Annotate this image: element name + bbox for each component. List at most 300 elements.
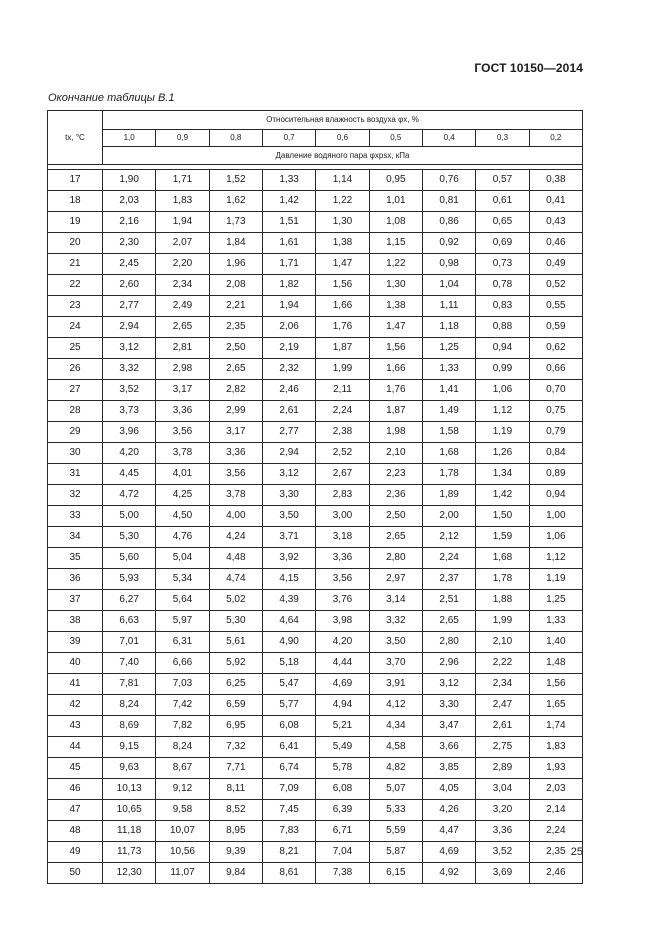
pressure-cell: 2,52	[316, 443, 369, 464]
pressure-cell: 6,41	[262, 737, 315, 758]
pressure-cell: 10,56	[156, 842, 209, 863]
pressure-cell: 1,56	[529, 674, 582, 695]
pressure-cell: 8,67	[156, 758, 209, 779]
pressure-cell: 1,66	[316, 296, 369, 317]
pressure-cell: 0,95	[369, 170, 422, 191]
pressure-cell: 4,15	[262, 569, 315, 590]
pressure-cell: 2,80	[422, 632, 475, 653]
pressure-cell: 3,70	[369, 653, 422, 674]
pressure-cell: 2,08	[209, 275, 262, 296]
humidity-header: Относительная влажность воздуха φх, %	[103, 111, 583, 130]
pressure-cell: 1,40	[529, 632, 582, 653]
pressure-cell: 7,09	[262, 779, 315, 800]
pressure-cell: 3,56	[209, 464, 262, 485]
pressure-cell: 3,71	[262, 527, 315, 548]
temperature-cell: 35	[48, 548, 103, 569]
pressure-cell: 1,04	[422, 275, 475, 296]
temperature-cell: 43	[48, 716, 103, 737]
pressure-cell: 5,77	[262, 695, 315, 716]
table-row	[48, 779, 583, 800]
pressure-cell: 1,42	[476, 485, 529, 506]
pressure-cell: 3,78	[209, 485, 262, 506]
pressure-cell: 2,03	[103, 191, 156, 212]
pressure-cell: 1,06	[529, 527, 582, 548]
pressure-cell: 0,66	[529, 359, 582, 380]
temperature-cell: 46	[48, 779, 103, 800]
pressure-cell: 7,04	[316, 842, 369, 863]
humidity-value-cell: 0,7	[262, 130, 315, 147]
pressure-cell: 7,81	[103, 674, 156, 695]
pressure-cell: 4,12	[369, 695, 422, 716]
pressure-cell: 0,65	[476, 212, 529, 233]
pressure-cell: 3,47	[422, 716, 475, 737]
temperature-cell: 40	[48, 653, 103, 674]
table-row	[48, 443, 583, 464]
table-row	[48, 737, 583, 758]
pressure-cell: 0,70	[529, 380, 582, 401]
pressure-cell: 1,83	[529, 737, 582, 758]
pressure-cell: 6,71	[316, 821, 369, 842]
table-row	[48, 485, 583, 506]
pressure-cell: 1,94	[156, 212, 209, 233]
pressure-cell: 0,92	[422, 233, 475, 254]
pressure-cell: 0,78	[476, 275, 529, 296]
pressure-cell: 1,51	[262, 212, 315, 233]
pressure-cell: 0,41	[529, 191, 582, 212]
temperature-cell: 48	[48, 821, 103, 842]
pressure-cell: 4,26	[422, 800, 475, 821]
pressure-cell: 1,90	[103, 170, 156, 191]
pressure-cell: 2,97	[369, 569, 422, 590]
pressure-cell: 1,68	[422, 443, 475, 464]
pressure-cell: 3,96	[103, 422, 156, 443]
pressure-cell: 1,84	[209, 233, 262, 254]
pressure-cell: 4,25	[156, 485, 209, 506]
pressure-cell: 5,00	[103, 506, 156, 527]
table-row	[48, 695, 583, 716]
pressure-cell: 3,18	[316, 527, 369, 548]
table-row	[48, 548, 583, 569]
pressure-cell: 0,62	[529, 338, 582, 359]
pressure-cell: 2,94	[103, 317, 156, 338]
pressure-cell: 0,38	[529, 170, 582, 191]
pressure-cell: 10,07	[156, 821, 209, 842]
pressure-cell: 8,21	[262, 842, 315, 863]
pressure-cell: 2,12	[422, 527, 475, 548]
pressure-cell: 2,65	[156, 317, 209, 338]
pressure-cell: 1,87	[369, 401, 422, 422]
pressure-cell: 1,25	[422, 338, 475, 359]
pressure-cell: 2,34	[156, 275, 209, 296]
pressure-cell: 2,06	[262, 317, 315, 338]
pressure-cell: 7,45	[262, 800, 315, 821]
table-body	[48, 170, 583, 884]
pressure-cell: 3,12	[422, 674, 475, 695]
pressure-cell: 5,04	[156, 548, 209, 569]
pressure-cell: 3,69	[476, 863, 529, 884]
temperature-column-header: tх, °С	[48, 111, 103, 165]
temperature-cell: 41	[48, 674, 103, 695]
pressure-cell: 0,89	[529, 464, 582, 485]
pressure-cell: 7,83	[262, 821, 315, 842]
table-row	[48, 674, 583, 695]
temperature-cell: 21	[48, 254, 103, 275]
pressure-cell: 0,59	[529, 317, 582, 338]
table-row	[48, 401, 583, 422]
temperature-cell: 42	[48, 695, 103, 716]
pressure-cell: 4,20	[316, 632, 369, 653]
pressure-cell: 6,66	[156, 653, 209, 674]
temperature-cell: 22	[48, 275, 103, 296]
pressure-cell: 1,56	[316, 275, 369, 296]
pressure-cell: 7,82	[156, 716, 209, 737]
pressure-cell: 3,92	[262, 548, 315, 569]
pressure-cell: 1,56	[369, 338, 422, 359]
pressure-cell: 8,61	[262, 863, 315, 884]
temperature-cell: 28	[48, 401, 103, 422]
pressure-cell: 1,22	[316, 191, 369, 212]
pressure-cell: 2,61	[262, 401, 315, 422]
temperature-cell: 49	[48, 842, 103, 863]
pressure-cell: 1,33	[529, 611, 582, 632]
pressure-cell: 4,72	[103, 485, 156, 506]
pressure-cell: 1,19	[476, 422, 529, 443]
pressure-cell: 4,24	[209, 527, 262, 548]
pressure-cell: 11,73	[103, 842, 156, 863]
pressure-cell: 1,89	[422, 485, 475, 506]
pressure-cell: 3,32	[369, 611, 422, 632]
pressure-cell: 0,99	[476, 359, 529, 380]
pressure-cell: 3,00	[316, 506, 369, 527]
pressure-cell: 6,25	[209, 674, 262, 695]
pressure-cell: 2,00	[422, 506, 475, 527]
pressure-cell: 3,30	[262, 485, 315, 506]
pressure-cell: 3,36	[476, 821, 529, 842]
pressure-cell: 1,58	[422, 422, 475, 443]
table-row	[48, 359, 583, 380]
table-row	[48, 716, 583, 737]
pressure-cell: 1,34	[476, 464, 529, 485]
pressure-cell: 6,08	[316, 779, 369, 800]
pressure-cell: 0,73	[476, 254, 529, 275]
pressure-cell: 2,16	[103, 212, 156, 233]
pressure-cell: 6,63	[103, 611, 156, 632]
pressure-cell: 1,12	[529, 548, 582, 569]
pressure-cell: 4,58	[369, 737, 422, 758]
pressure-cell: 2,35	[529, 842, 582, 863]
pressure-cell: 2,77	[103, 296, 156, 317]
pressure-cell: 10,65	[103, 800, 156, 821]
pressure-cell: 3,36	[316, 548, 369, 569]
pressure-cell: 1,42	[262, 191, 315, 212]
pressure-cell: 8,11	[209, 779, 262, 800]
table-row	[48, 758, 583, 779]
temperature-cell: 39	[48, 632, 103, 653]
pressure-cell: 4,20	[103, 443, 156, 464]
pressure-cell: 1,25	[529, 590, 582, 611]
pressure-cell: 11,18	[103, 821, 156, 842]
pressure-cell: 1,33	[422, 359, 475, 380]
table-row	[48, 422, 583, 443]
pressure-cell: 0,57	[476, 170, 529, 191]
pressure-cell: 2,24	[316, 401, 369, 422]
pressure-cell: 3,20	[476, 800, 529, 821]
temperature-cell: 25	[48, 338, 103, 359]
pressure-cell: 3,30	[422, 695, 475, 716]
table-row	[48, 800, 583, 821]
table-row	[48, 632, 583, 653]
pressure-cell: 2,21	[209, 296, 262, 317]
humidity-value-cell: 0,3	[476, 130, 529, 147]
pressure-cell: 7,32	[209, 737, 262, 758]
pressure-cell: 1,12	[476, 401, 529, 422]
pressure-cell: 1,59	[476, 527, 529, 548]
pressure-cell: 2,98	[156, 359, 209, 380]
pressure-cell: 2,50	[369, 506, 422, 527]
pressure-cell: 0,94	[529, 485, 582, 506]
pressure-cell: 1,48	[529, 653, 582, 674]
pressure-cell: 0,84	[529, 443, 582, 464]
pressure-cell: 8,95	[209, 821, 262, 842]
pressure-cell: 0,61	[476, 191, 529, 212]
pressure-cell: 1,66	[369, 359, 422, 380]
table-row	[48, 590, 583, 611]
pressure-cell: 8,52	[209, 800, 262, 821]
pressure-cell: 4,94	[316, 695, 369, 716]
document-code: ГОСТ 10150—2014	[474, 61, 583, 75]
pressure-cell: 4,48	[209, 548, 262, 569]
pressure-cell: 0,69	[476, 233, 529, 254]
pressure-cell: 5,92	[209, 653, 262, 674]
pressure-cell: 3,85	[422, 758, 475, 779]
table-row	[48, 212, 583, 233]
pressure-cell: 2,32	[262, 359, 315, 380]
pressure-cell: 6,59	[209, 695, 262, 716]
pressure-cell: 1,62	[209, 191, 262, 212]
pressure-cell: 3,56	[316, 569, 369, 590]
pressure-cell: 1,98	[369, 422, 422, 443]
pressure-cell: 4,69	[316, 674, 369, 695]
pressure-cell: 3,91	[369, 674, 422, 695]
table-row	[48, 254, 583, 275]
pressure-cell: 2,94	[262, 443, 315, 464]
pressure-cell: 5,18	[262, 653, 315, 674]
table-row	[48, 380, 583, 401]
pressure-cell: 1,14	[316, 170, 369, 191]
table-header-row	[48, 111, 583, 130]
pressure-cell: 1,18	[422, 317, 475, 338]
pressure-cell: 9,15	[103, 737, 156, 758]
pressure-cell: 1,74	[529, 716, 582, 737]
temperature-cell: 32	[48, 485, 103, 506]
pressure-cell: 6,95	[209, 716, 262, 737]
pressure-cell: 6,27	[103, 590, 156, 611]
pressure-cell: 3,12	[103, 338, 156, 359]
pressure-cell: 2,36	[369, 485, 422, 506]
pressure-cell: 4,76	[156, 527, 209, 548]
pressure-cell: 2,65	[422, 611, 475, 632]
pressure-cell: 2,37	[422, 569, 475, 590]
table-row	[48, 191, 583, 212]
table-row	[48, 863, 583, 884]
pressure-cell: 1,11	[422, 296, 475, 317]
pressure-cell: 0,86	[422, 212, 475, 233]
table-row	[48, 506, 583, 527]
pressure-cell: 8,24	[103, 695, 156, 716]
pressure-cell: 1,73	[209, 212, 262, 233]
temperature-cell: 17	[48, 170, 103, 191]
pressure-cell: 4,44	[316, 653, 369, 674]
pressure-cell: 2,80	[369, 548, 422, 569]
pressure-cell: 1,30	[369, 275, 422, 296]
pressure-cell: 2,19	[262, 338, 315, 359]
pressure-cell: 3,14	[369, 590, 422, 611]
humidity-values-row	[48, 130, 583, 147]
pressure-cell: 2,47	[476, 695, 529, 716]
pressure-cell: 2,07	[156, 233, 209, 254]
pressure-cell: 1,82	[262, 275, 315, 296]
pressure-cell: 4,69	[422, 842, 475, 863]
pressure-cell: 7,71	[209, 758, 262, 779]
pressure-cell: 4,39	[262, 590, 315, 611]
pressure-cell: 1,00	[529, 506, 582, 527]
pressure-cell: 4,45	[103, 464, 156, 485]
pressure-cell: 9,39	[209, 842, 262, 863]
pressure-cell: 2,45	[103, 254, 156, 275]
pressure-cell: 0,52	[529, 275, 582, 296]
temperature-cell: 27	[48, 380, 103, 401]
table-caption: Окончание таблицы В.1	[48, 92, 175, 104]
pressure-cell: 2,46	[529, 863, 582, 884]
pressure-cell: 1,61	[262, 233, 315, 254]
pressure-cell: 4,90	[262, 632, 315, 653]
pressure-cell: 0,43	[529, 212, 582, 233]
temperature-cell: 26	[48, 359, 103, 380]
pressure-cell: 2,20	[156, 254, 209, 275]
pressure-cell: 2,67	[316, 464, 369, 485]
table-row	[48, 569, 583, 590]
pressure-cell: 2,24	[422, 548, 475, 569]
humidity-value-cell: 0,9	[156, 130, 209, 147]
table-row	[48, 821, 583, 842]
pressure-cell: 2,24	[529, 821, 582, 842]
pressure-cell: 7,40	[103, 653, 156, 674]
pressure-cell: 1,99	[476, 611, 529, 632]
pressure-cell: 0,83	[476, 296, 529, 317]
pressure-cell: 1,93	[529, 758, 582, 779]
pressure-cell: 1,33	[262, 170, 315, 191]
pressure-cell: 2,03	[529, 779, 582, 800]
pressure-cell: 5,78	[316, 758, 369, 779]
pressure-cell: 7,01	[103, 632, 156, 653]
humidity-value-cell: 0,5	[369, 130, 422, 147]
pressure-cell: 1,87	[316, 338, 369, 359]
pressure-cell: 0,55	[529, 296, 582, 317]
pressure-cell: 3,04	[476, 779, 529, 800]
pressure-cell: 8,69	[103, 716, 156, 737]
pressure-cell: 2,10	[369, 443, 422, 464]
humidity-pressure-table	[47, 110, 583, 884]
pressure-cell: 4,50	[156, 506, 209, 527]
pressure-cell: 5,02	[209, 590, 262, 611]
pressure-cell: 2,50	[209, 338, 262, 359]
pressure-cell: 2,99	[209, 401, 262, 422]
pressure-cell: 2,96	[422, 653, 475, 674]
pressure-cell: 3,56	[156, 422, 209, 443]
temperature-cell: 37	[48, 590, 103, 611]
pressure-cell: 2,51	[422, 590, 475, 611]
pressure-cell: 7,03	[156, 674, 209, 695]
temperature-cell: 29	[48, 422, 103, 443]
pressure-header-row	[48, 147, 583, 165]
pressure-cell: 9,12	[156, 779, 209, 800]
pressure-cell: 3,17	[209, 422, 262, 443]
pressure-cell: 1,68	[476, 548, 529, 569]
pressure-cell: 2,60	[103, 275, 156, 296]
pressure-cell: 5,97	[156, 611, 209, 632]
pressure-cell: 1,15	[369, 233, 422, 254]
pressure-cell: 0,49	[529, 254, 582, 275]
pressure-cell: 3,52	[476, 842, 529, 863]
pressure-cell: 1,78	[422, 464, 475, 485]
temperature-cell: 45	[48, 758, 103, 779]
pressure-cell: 1,71	[262, 254, 315, 275]
temperature-cell: 36	[48, 569, 103, 590]
table-row	[48, 338, 583, 359]
pressure-cell: 5,47	[262, 674, 315, 695]
pressure-cell: 0,98	[422, 254, 475, 275]
temperature-cell: 50	[48, 863, 103, 884]
pressure-cell: 5,59	[369, 821, 422, 842]
pressure-cell: 2,49	[156, 296, 209, 317]
table-row	[48, 464, 583, 485]
pressure-cell: 5,61	[209, 632, 262, 653]
temperature-cell: 34	[48, 527, 103, 548]
pressure-cell: 1,26	[476, 443, 529, 464]
pressure-cell: 3,66	[422, 737, 475, 758]
pressure-cell: 1,52	[209, 170, 262, 191]
pressure-cell: 1,76	[369, 380, 422, 401]
pressure-cell: 5,60	[103, 548, 156, 569]
temperature-cell: 20	[48, 233, 103, 254]
pressure-cell: 2,35	[209, 317, 262, 338]
table-row	[48, 842, 583, 863]
temperature-cell: 30	[48, 443, 103, 464]
pressure-cell: 3,98	[316, 611, 369, 632]
pressure-cell: 3,36	[209, 443, 262, 464]
pressure-cell: 2,34	[476, 674, 529, 695]
pressure-cell: 9,58	[156, 800, 209, 821]
pressure-cell: 1,83	[156, 191, 209, 212]
pressure-cell: 2,65	[209, 359, 262, 380]
pressure-cell: 0,81	[422, 191, 475, 212]
pressure-cell: 3,36	[156, 401, 209, 422]
pressure-cell: 1,38	[316, 233, 369, 254]
pressure-cell: 1,65	[529, 695, 582, 716]
pressure-cell: 6,39	[316, 800, 369, 821]
temperature-cell: 33	[48, 506, 103, 527]
pressure-cell: 6,08	[262, 716, 315, 737]
pressure-cell: 3,50	[262, 506, 315, 527]
pressure-cell: 5,87	[369, 842, 422, 863]
pressure-cell: 5,93	[103, 569, 156, 590]
pressure-cell: 1,22	[369, 254, 422, 275]
pressure-cell: 3,73	[103, 401, 156, 422]
temperature-cell: 44	[48, 737, 103, 758]
pressure-cell: 3,32	[103, 359, 156, 380]
pressure-cell: 5,30	[209, 611, 262, 632]
pressure-cell: 2,83	[316, 485, 369, 506]
